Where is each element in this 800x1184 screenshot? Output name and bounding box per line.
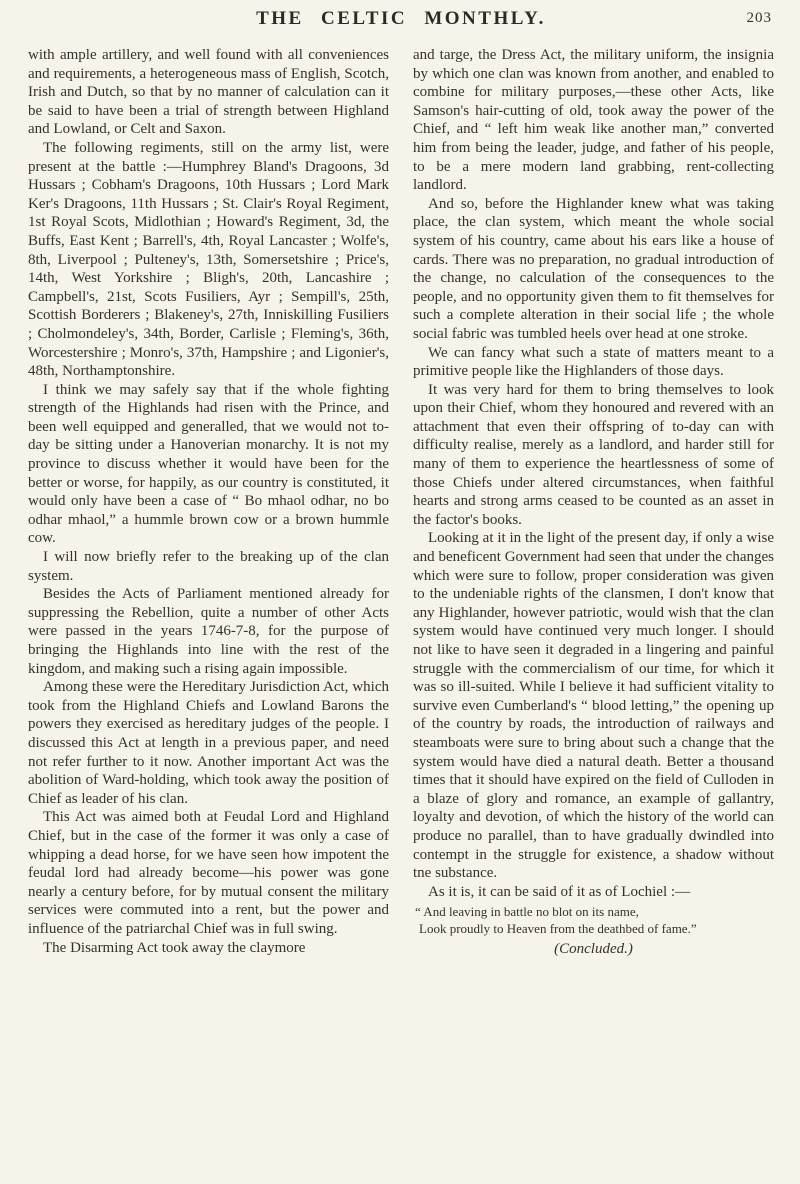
paragraph: This Act was aimed both at Feudal Lord and Highland Chief, but in the case of the former it was only a case of whipping a dead horse, for we have seen how impotent the feudal lord had already become—his power was gone nearly a century before, for by mutual consent the military services were commuted into a rent, but the power and influence of the patriarchal Chief was in full swing. bbox=[28, 809, 389, 937]
paragraph: It was very hard for them to bring themselves to look upon their Chief, whom they honoured and revered with an attachment that even their offspring of to-day can with difficulty realise, merely as a landlord, and harder still for many of them to experience the heartlessness of some of those Chiefs under altered circumstances, when faithful hearts and strong arms ceased to be counted as an asset in the factor's books. bbox=[413, 381, 774, 528]
paragraph: with ample artillery, and well found with all conveniences and requirements, a heterogeneous mass of English, Scotch, Irish and Dutch, so that by no manner of calculation can it be said to have been a trial of strength between Highland and Lowland, or Celt and Saxon. bbox=[28, 47, 389, 138]
paragraph: The Disarming Act took away the claymore bbox=[43, 939, 306, 956]
paragraph: I think we may safely say that if the whole fighting strength of the Highlands had risen with the Prince, and been well equipped and generalled, that we would not to-day be sitting under a Hanoverian monarchy. It is not my province to discuss whether it would have been for the better or worse, for happily, as our country is constituted, it would only have been a case of “ Bo mhaol odhar, no bo odhar mhaol,” a hummle brown cow or a brown hummle cow. bbox=[28, 381, 389, 547]
page-header bbox=[28, 8, 774, 30]
paragraph: and targe, the Dress Act, the military uniform, the insignia by which one clan was known from another, and enabled to combine for military purposes,—these other Acts, like Samson's hair-cutting of old, took away the power of the Chief, and “ left him weak like another man,” converted him from being the leader, judge, and father of his people, to be a mere modern land grabbing, rent-collecting landlord. bbox=[413, 47, 774, 194]
paragraph: The following regiments, still on the army list, were present at the battle :—Humphrey Bland's Dragoons, 3d Hussars ; Cobham's Dragoons, 10th Hussars ; Lord Mark Ker's Dragoons, 11th Hussars ; St. Clair's Royal Regiment, 1st Royal Scots, Midlothian ; Howard's Regiment, 3d, the Buffs, East Kent ; Barrell's, 4th, Royal Lancaster ; Wolfe's, 8th, Liverpool ; Pulteney's, 13th, Somersetshire ; Price's, 14th, West Yorkshire ; Bligh's, 20th, Lancashire ; Campbell's, 21st, Scots Fusiliers, Ayr ; Sempill's, 25th, Scottish Borderers ; Blakeney's, 27th, Inniskilling Fusiliers ; Cholmondeley's, 34th, Border, Carlisle ; Fleming's, 36th, Worcestershire ; Monro's, 37th, Hampshire ; and Ligonier's, 48th, Northamptonshire. bbox=[28, 139, 389, 380]
page-number: 203 bbox=[746, 10, 772, 26]
verse-line: “ And leaving in battle no blot on its name, bbox=[415, 904, 639, 920]
verse-quote bbox=[415, 903, 774, 937]
page-title: THE CELTIC MONTHLY. bbox=[256, 8, 546, 29]
paragraph: As it is, it can be said of it as of Lochiel :— bbox=[428, 883, 691, 900]
verse-line: Look proudly to Heaven from the deathbed of fame.” bbox=[419, 921, 697, 937]
paragraph: Besides the Acts of Parliament mentioned already for suppressing the Rebellion, quite a number of other Acts were passed in the years 1746-7-8, for the purpose of bringing the Highlands into line with the rest of the kingdom, and making such a rising again impossible. bbox=[28, 586, 389, 677]
paragraph: Looking at it in the light of the present day, if only a wise and beneficent Government had seen that under the changes which were sure to follow, proper consideration was given to the undeniable rights of the clansmen, I don't know that any Highlander, however patriotic, would wish that the clan system would have continued very much longer. I should not like to have seen it degraded in a lingering and painful struggle with the commercialism of our time, for which it was so ill-suited. While I believe it had sufficient vitality to survive even Cumberland's “ blood letting,” the opening up of the country by roads, the introduction of railways and steamboats were sure to bring about such a change that the system would have died a natural death. Better a thousand times that it should have expired on the field of Culloden in a blaze of glory and romance, an example of gallantry, loyalty and devotion, of which the history of the world can produce no parallel, than to have gradually dwindled into contempt in the struggle for existence, a shadow without tne substance. bbox=[413, 530, 774, 882]
right-column bbox=[413, 46, 774, 959]
paragraph: And so, before the Highlander knew what was taking place, the clan system, which meant the whole social system of his country, came about his ears like a house of cards. There was no preparation, no gradual introduction of the change, no calculation of the consequences to the people, and no opportunity given them to fit themselves for such a complete alteration in their social life ; the whole social fabric was tumbled heels over head at one stroke. bbox=[413, 195, 774, 342]
text-columns bbox=[28, 46, 774, 959]
left-column bbox=[28, 46, 389, 959]
concluded-note: (Concluded.) bbox=[554, 941, 633, 958]
paragraph: We can fancy what such a state of matters meant to a primitive people like the Highlanders of those days. bbox=[413, 344, 774, 380]
paragraph: Among these were the Hereditary Jurisdiction Act, which took from the Highland Chiefs and Lowland Barons the powers they exercised as hereditary judges of the people. I discussed this Act at length in a previous paper, and need not refer further to it now. Another important Act was the abolition of Ward-holding, which took away the position of Chief as leader of his clan. bbox=[28, 679, 389, 807]
paragraph: I will now briefly refer to the breaking up of the clan system. bbox=[28, 549, 389, 584]
